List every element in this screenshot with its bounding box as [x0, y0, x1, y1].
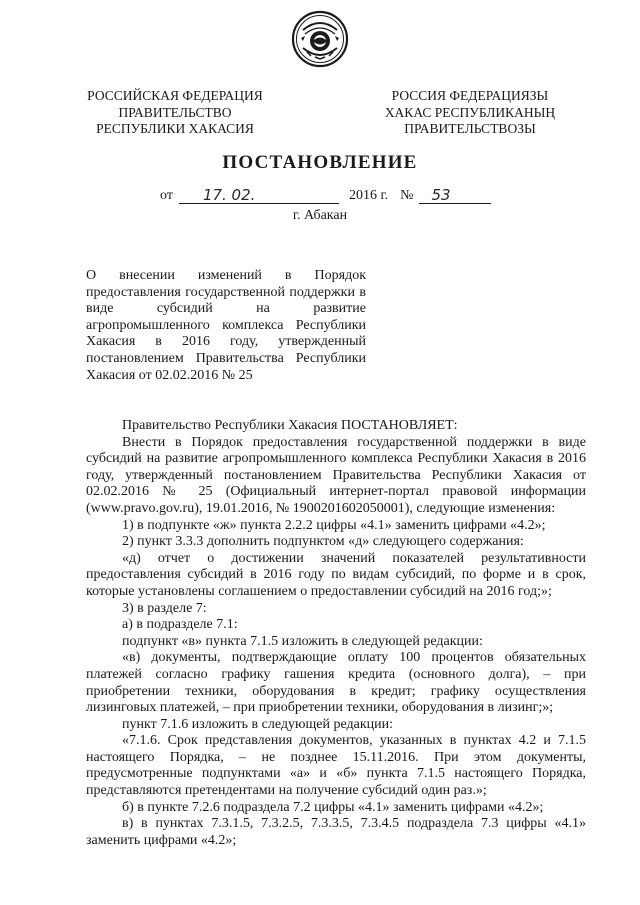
paragraph-item-1: 1) в подпункте «ж» пункта 2.2.2 цифры «4.1» заменить цифрами «4.2»;: [122, 517, 546, 533]
coat-of-arms-emblem: [291, 10, 349, 68]
paragraph-item-716: пункт 7.1.6 изложить в следующей редакции:: [122, 716, 393, 732]
header-left-line-2: ПРАВИТЕЛЬСТВО: [118, 104, 232, 120]
paragraph-item-3: 3) в разделе 7:: [122, 600, 207, 616]
city-line: г. Абакан: [292, 208, 348, 223]
header-left-line-3: РЕСПУБЛИКИ ХАКАСИЯ: [96, 121, 254, 136]
paragraph-item-2-text: «д) отчет о достижении значений показателей результативности предоставления субсидий в 2016 году по видам субсидий, по форме и в срок, которые установлены соглашением о предоставлении субсидий на 2016 год;»;: [86, 550, 586, 599]
paragraph-preamble: Правительство Республики Хакасия ПОСТАНОВЛЯЕТ:: [122, 418, 458, 433]
date-handwritten: 17. 02.: [179, 187, 339, 204]
body-text: [86, 418, 586, 849]
paragraph-item-3a: а) в подразделе 7.1:: [122, 617, 238, 633]
header-left-block: [80, 88, 270, 138]
paragraph-item-716-text: «7.1.6. Срок представления документов, указанных в пунктах 4.2 и 7.1.5 настоящего Порядка, – не позднее 15.11.2016. При этом документы, предусмотренные подпунктами «а» и «б» пункта 7.1.5 настоящего Порядка, представляются претендентами на получение субсидий один раз.»;: [86, 733, 586, 799]
date-number-line: [160, 187, 491, 204]
header-right-line-3: ПРАВИТЕЛЬСТВОЗЫ: [404, 121, 536, 136]
paragraph-item-3a-sub: подпункт «в» пункта 7.1.5 изложить в следующей редакции:: [122, 633, 483, 649]
paragraph-item-3v: в) в пунктах 7.3.1.5, 7.3.2.5, 7.3.3.5, 7.3.4.5 подраздела 7.3 цифры «4.1» заменить цифрами «4.2»;: [86, 816, 586, 848]
header-right-line-2: ХАКАС РЕСПУБЛИКАНЫҢ: [384, 104, 556, 120]
paragraph-intro: Внести в Порядок предоставления государственной поддержки в виде субсидий на развитие агропромышленного комплекса Республики Хакасия в 2016 году, утвержденный постановлением Правительства Республики Хакасия от 02.02.2016 № 25 (Официальный интернет-портал правовой информации (www.pravo.gov.ru), 19.01.2016, № 1900201602050001), следующие изменения:: [86, 434, 586, 516]
year-text: 2016 г.: [348, 188, 389, 203]
header-left-line-1: РОССИЙСКАЯ ФЕДЕРАЦИЯ: [87, 88, 263, 103]
paragraph-item-3a-text: «в) документы, подтверждающие оплату 100 процентов обязательных платежей согласно графику гашения кредита (основного долга), – при приобретении техники, оборудования в кредит; графику осуществления лизинговых платежей, – при приобретении техники, оборудования в лизинг;»;: [86, 650, 586, 716]
subject-block: О внесении изменений в Порядок предоставления государственной поддержки в виде субсидий на развитие агропромышленного комплекса Республики Хакасия в 2016 году, утвержденный постановлением Правительства Республики Хакасия от 02.02.2016 № 25: [86, 268, 366, 383]
number-handwritten: 53: [419, 187, 491, 204]
header-right-line-1: РОССИЯ ФЕДЕРАЦИЯЗЫ: [391, 88, 549, 103]
date-prefix: от: [160, 188, 173, 203]
paragraph-item-3b: б) в пункте 7.2.6 подраздела 7.2 цифры «4.1» заменить цифрами «4.2»;: [122, 799, 544, 815]
paragraph-item-2: 2) пункт 3.3.3 дополнить подпунктом «д» следующего содержания:: [122, 534, 524, 550]
header-right-block: [370, 88, 570, 138]
document-title: ПОСТАНОВЛЕНИЕ: [222, 152, 418, 173]
number-sign: №: [400, 188, 414, 203]
